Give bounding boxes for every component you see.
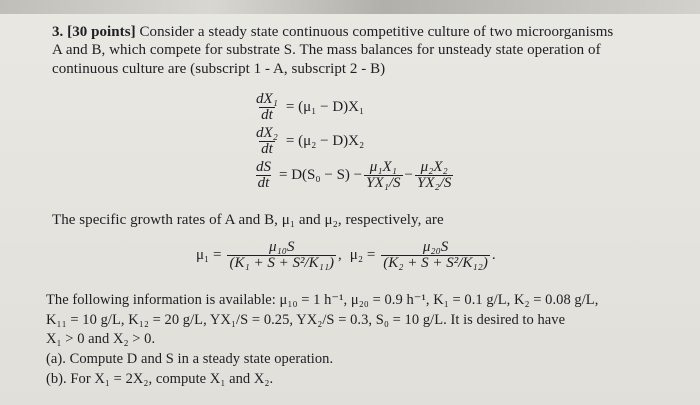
eq1-rhs: = (μ₁ − D)X₁ bbox=[285, 99, 365, 115]
mu1-num: μ₁₀S bbox=[269, 239, 295, 255]
eq2-lhs-den: dt bbox=[261, 141, 273, 157]
mu1-den: (K₁ + S + S²/K₁₁) bbox=[229, 255, 335, 271]
intro-line-3: continuous culture are (subscript 1 - A, subscript 2 - B) bbox=[52, 61, 386, 77]
page-top-edge bbox=[0, 0, 700, 14]
eq3-f1-den: YX₁/S bbox=[366, 175, 401, 191]
eq2-lhs-num: dX₂ bbox=[256, 125, 278, 141]
eq3-f2-den: YX₂/S bbox=[416, 175, 452, 191]
part-b: (b). For X₁ = 2X₂, compute X₁ and X₂. bbox=[46, 371, 274, 387]
growth-text: The specific growth rates of A and B, μ₁ and μ₂, respectively, are bbox=[52, 212, 444, 228]
eq2-lhs-fraction bbox=[254, 126, 280, 157]
eq3-lhs-fraction bbox=[254, 160, 273, 191]
problem-points: [30 points] bbox=[67, 24, 136, 40]
eq3-f2-num: μ₂X₂ bbox=[420, 159, 448, 175]
eq3-lhs-den: dt bbox=[257, 175, 270, 191]
eq3-minus: − bbox=[404, 167, 413, 183]
mu-end-period: . bbox=[491, 247, 496, 263]
growth-rate-equations bbox=[196, 240, 496, 271]
eq3-fraction-1 bbox=[364, 160, 402, 191]
eq3-rhs: = D(S₀ − S) − bbox=[279, 167, 363, 183]
eq3-f1-num: μ₁X₁ bbox=[369, 159, 397, 175]
mu2-num: μ₂₀S bbox=[422, 239, 449, 255]
intro-line-2: A and B, which compete for substrate S. The mass balances for unsteady state operation of bbox=[52, 42, 601, 58]
eq3-lhs-num: dS bbox=[256, 159, 271, 175]
equation-dx1 bbox=[252, 92, 364, 123]
info-line-2: K₁₁ = 10 g/L, K₁₂ = 20 g/L, YX₁/S = 0.25, YX₂/S = 0.3, S₀ = 10 g/L. It is desired to have bbox=[46, 312, 566, 328]
eq1-lhs-den: dt bbox=[261, 107, 273, 123]
intro-line-1 bbox=[52, 24, 613, 41]
equation-dx2 bbox=[252, 126, 364, 157]
mu1-fraction bbox=[227, 240, 336, 271]
mu1-lhs: μ₁ = bbox=[196, 247, 222, 263]
problem-number: 3. bbox=[52, 24, 64, 40]
info-line-1: The following information is available: μ₁₀ = 1 h⁻¹, μ₂₀ = 0.9 h⁻¹, K₁ = 0.1 g/L, K₂ = 0.08 g/L, bbox=[46, 292, 599, 308]
mu2-fraction bbox=[381, 240, 490, 271]
equation-ds bbox=[252, 160, 455, 191]
eq2-rhs: = (μ₂ − D)X₂ bbox=[285, 133, 365, 149]
mu2-den: (K₂ + S + S²/K₁₂) bbox=[383, 255, 488, 271]
eq1-lhs-num: dX₁ bbox=[256, 91, 278, 107]
info-line-3: X₁ > 0 and X₂ > 0. bbox=[46, 331, 156, 347]
eq3-fraction-2 bbox=[415, 160, 453, 191]
part-a: (a). Compute D and S in a steady state operation. bbox=[46, 351, 334, 367]
mu-separator: , bbox=[338, 247, 342, 263]
intro-text-1: Consider a steady state continuous competitive culture of two microorganisms bbox=[139, 24, 614, 40]
eq1-lhs-fraction bbox=[254, 92, 280, 123]
mu2-lhs: μ₂ = bbox=[349, 247, 376, 263]
